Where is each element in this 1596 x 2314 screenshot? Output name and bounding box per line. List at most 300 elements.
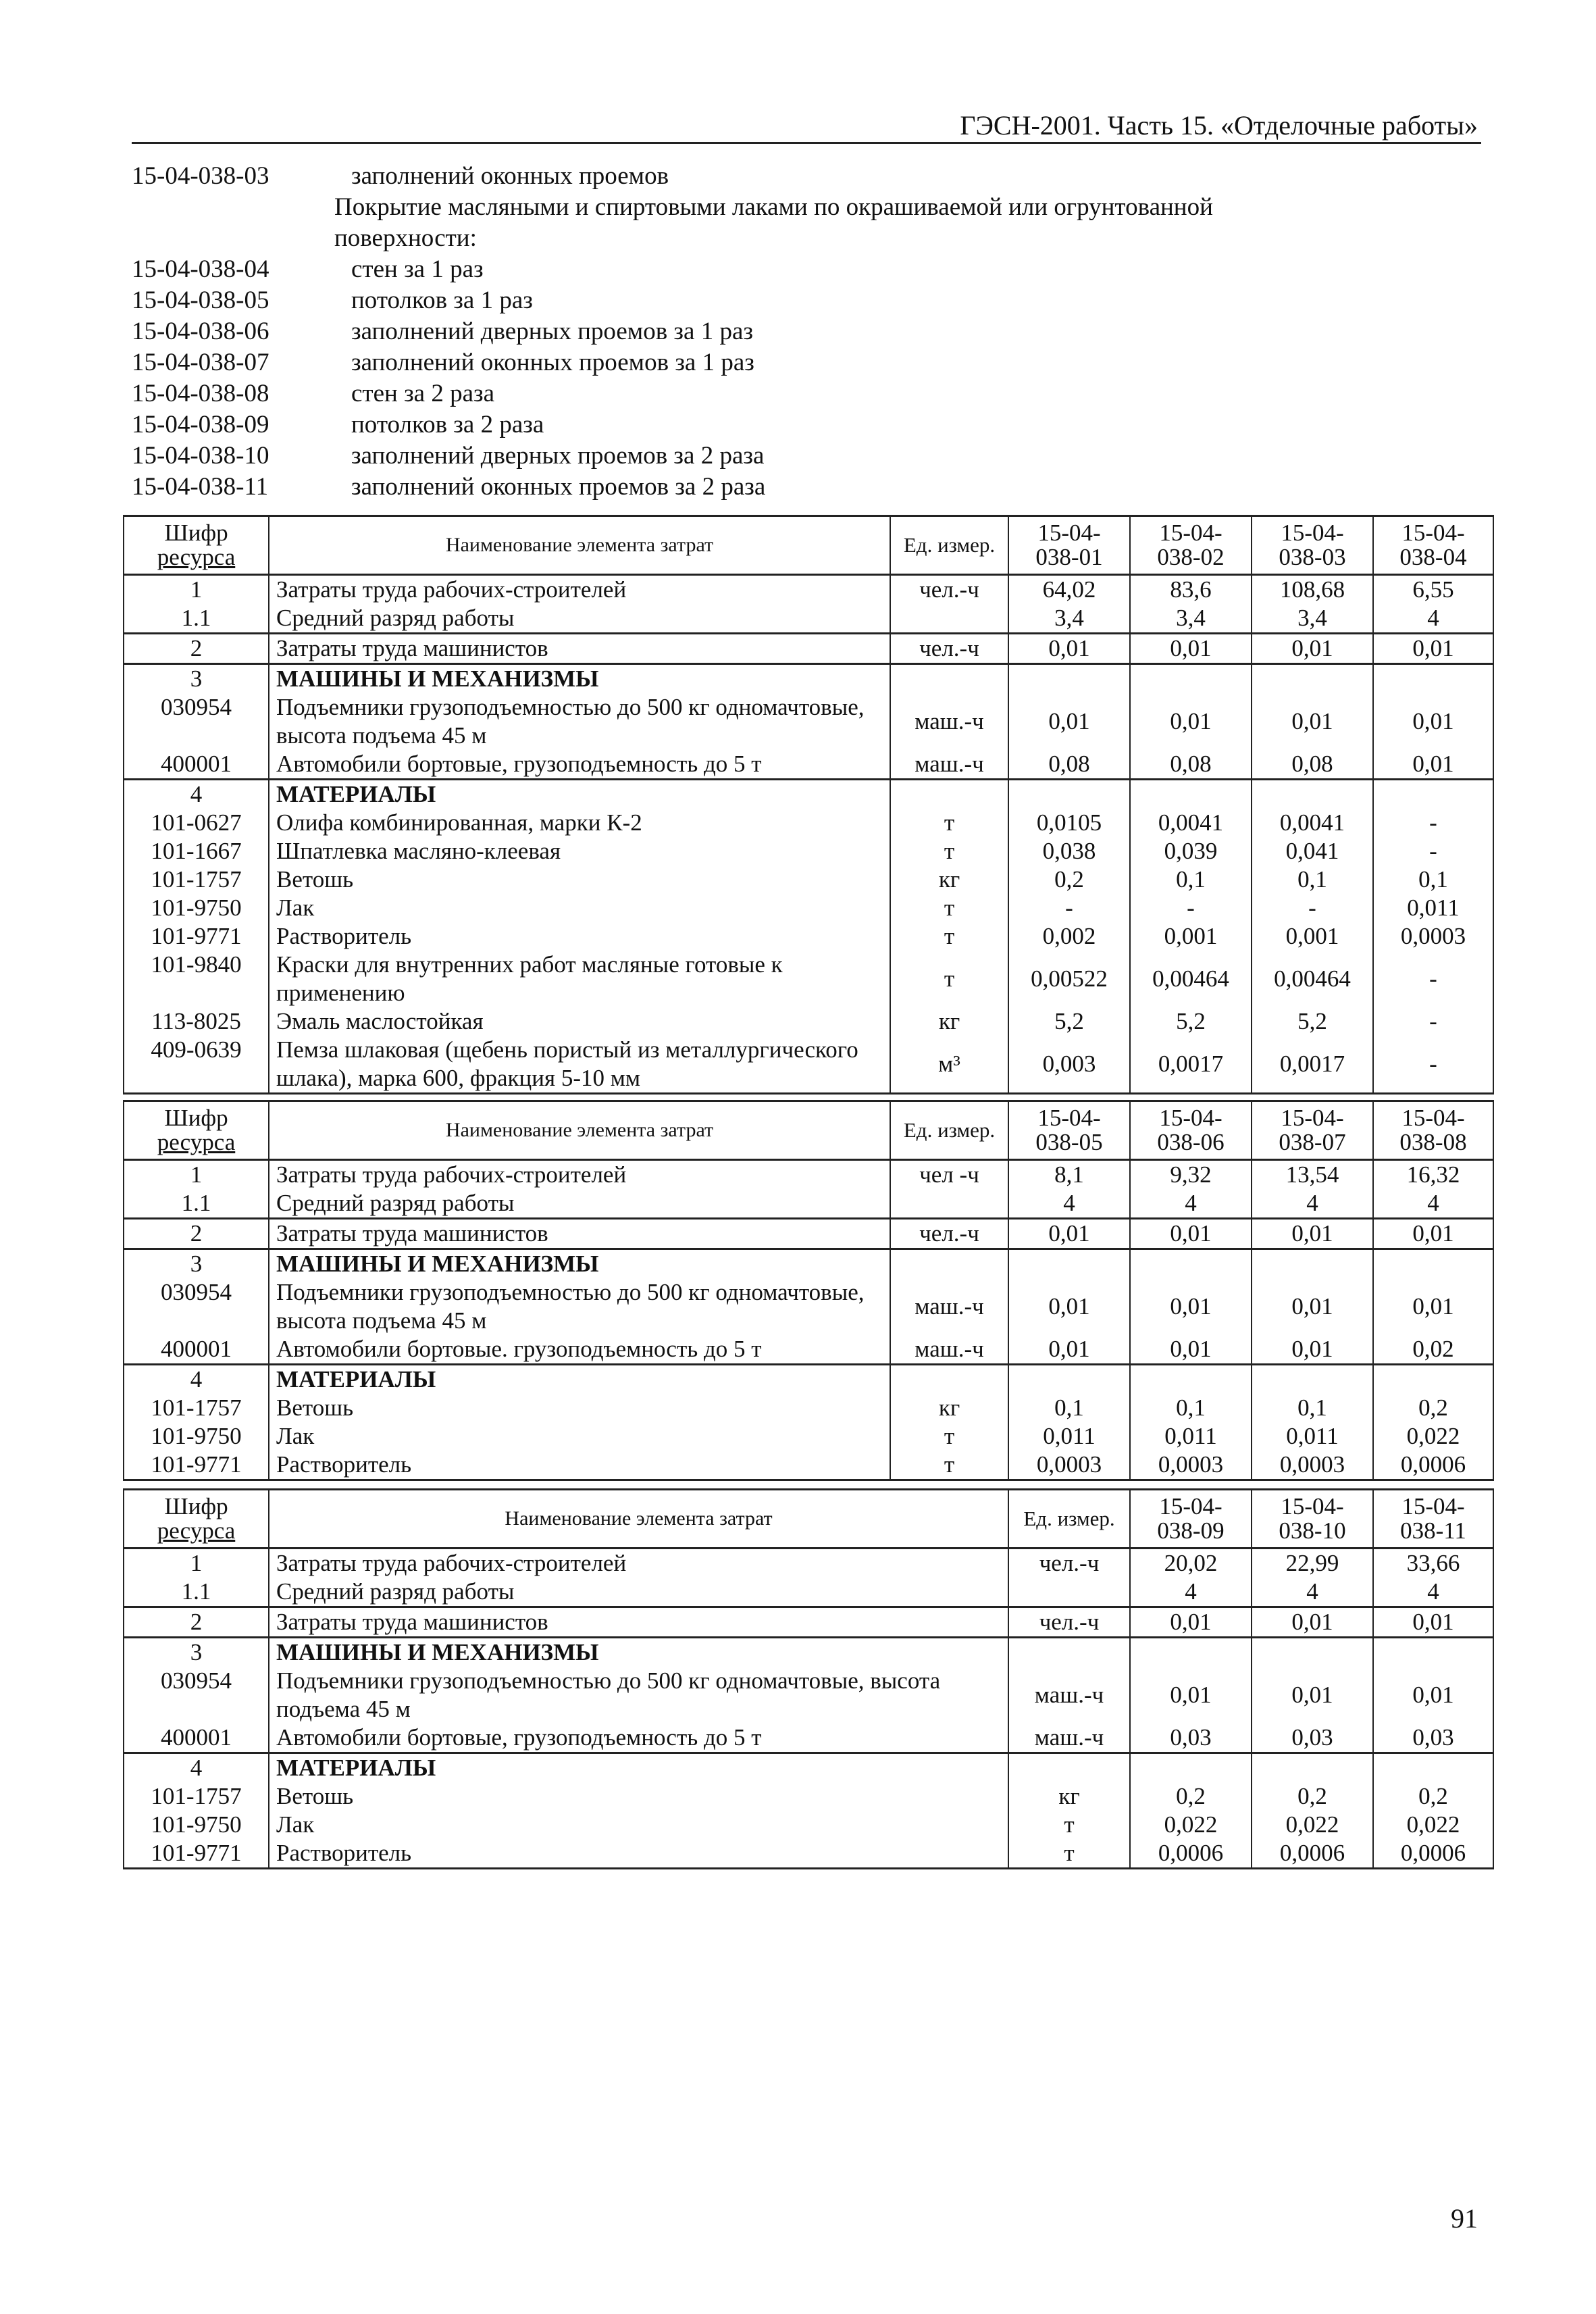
- resource-unit: [890, 1189, 1008, 1219]
- norm-value: 0,0006: [1373, 1839, 1493, 1869]
- resource-code: 3: [124, 1638, 269, 1667]
- table-row: [124, 1007, 1493, 1036]
- header-norm-code: [1252, 1101, 1373, 1160]
- table-row: [124, 1219, 1493, 1249]
- table-header-row: [124, 1101, 1493, 1160]
- norm-value: 0,03: [1252, 1724, 1373, 1753]
- resource-name: Подъемники грузоподъемностью до 500 кг одномачтовые, высота подъема 45 м: [269, 693, 890, 750]
- norm-value: [1008, 1365, 1130, 1394]
- table-row: [124, 1607, 1493, 1638]
- norm-value: [1373, 1753, 1493, 1783]
- norm-value: 0,0041: [1252, 809, 1373, 837]
- resource-code: 400001: [124, 1724, 269, 1753]
- resource-unit: кг: [890, 865, 1008, 894]
- header-norm-line: 038-10: [1279, 1517, 1346, 1544]
- page-number: 91: [1451, 2203, 1478, 2234]
- table-row: [124, 1667, 1493, 1724]
- norm-value: 0,01: [1373, 1219, 1493, 1249]
- header-norm-line: 038-06: [1157, 1129, 1225, 1155]
- norm-value: 0,01: [1252, 1278, 1373, 1335]
- resource-code: 101-9750: [124, 1811, 269, 1839]
- norm-value: 0,01: [1130, 1607, 1252, 1638]
- norm-value: 0,01: [1008, 1335, 1130, 1365]
- table-row: [124, 1394, 1493, 1422]
- table-header-row: [124, 1490, 1493, 1549]
- resource-code: 101-9750: [124, 894, 269, 922]
- norm-value: 0,08: [1130, 750, 1252, 780]
- norm-value: 0,022: [1252, 1811, 1373, 1839]
- header-norm-line: 038-11: [1400, 1517, 1466, 1544]
- norm-value: 0,0003: [1130, 1451, 1252, 1480]
- norm-value: 0,1: [1252, 1394, 1373, 1422]
- norm-value: 0,2: [1130, 1782, 1252, 1811]
- norm-value: 0,01: [1252, 1335, 1373, 1365]
- norm-value: 3,4: [1252, 604, 1373, 634]
- norm-value: 0,0003: [1373, 922, 1493, 951]
- resource-name: Средний разряд работы: [269, 604, 890, 634]
- norm-value: 4: [1130, 1578, 1252, 1607]
- resource-name: Растворитель: [269, 1839, 1008, 1869]
- resource-code: 101-9840: [124, 951, 269, 1007]
- header-code: [124, 1490, 269, 1549]
- resource-table-2: [123, 1100, 1494, 1481]
- norm-value: -: [1373, 837, 1493, 865]
- table-row: [124, 604, 1493, 634]
- table-row: [124, 1365, 1493, 1394]
- table-row: [124, 1422, 1493, 1451]
- norm-value: -: [1130, 894, 1252, 922]
- norm-value: 22,99: [1252, 1549, 1373, 1578]
- intro-item: [132, 316, 1483, 347]
- norm-value: 0,00464: [1252, 951, 1373, 1007]
- header-norm-line: 15-04-: [1159, 1493, 1222, 1519]
- norm-value: -: [1373, 1036, 1493, 1094]
- norm-value: [1130, 1249, 1252, 1279]
- resource-code: 101-9750: [124, 1422, 269, 1451]
- table-row: [124, 865, 1493, 894]
- norm-value: 0,01: [1130, 1667, 1252, 1724]
- header-name: Наименование элемента затрат: [269, 516, 890, 575]
- intro-item: [132, 347, 1483, 378]
- norm-value: 0,0017: [1130, 1036, 1252, 1094]
- header-norm-line: 15-04-: [1159, 1105, 1222, 1131]
- table-row: [124, 1782, 1493, 1811]
- header-norm-code: [1252, 516, 1373, 575]
- resource-code: 1: [124, 575, 269, 605]
- resource-code: 4: [124, 1753, 269, 1783]
- resource-name: Автомобили бортовые, грузоподъемность до 5 т: [269, 750, 890, 780]
- resource-unit: т: [890, 1451, 1008, 1480]
- norm-value: 0,01: [1130, 1278, 1252, 1335]
- table-row: [124, 1451, 1493, 1480]
- table-row: [124, 1839, 1493, 1869]
- norm-value: [1130, 780, 1252, 809]
- resource-unit: маш.-ч: [890, 693, 1008, 750]
- header-norm-code: [1008, 1101, 1130, 1160]
- table-row: [124, 1549, 1493, 1578]
- resource-code: 1.1: [124, 1578, 269, 1607]
- header-norm-code: [1252, 1490, 1373, 1549]
- norm-value: 0,01: [1373, 1607, 1493, 1638]
- resource-unit: [890, 604, 1008, 634]
- norm-value: 20,02: [1130, 1549, 1252, 1578]
- table-row: [124, 1249, 1493, 1279]
- norm-value: 0,0006: [1252, 1839, 1373, 1869]
- resource-name: Растворитель: [269, 922, 890, 951]
- resource-name: Краски для внутренних работ масляные готовые к применению: [269, 951, 890, 1007]
- intro-text: заполнений оконных проемов за 1 раз: [351, 349, 754, 376]
- norm-value: [1252, 1638, 1373, 1667]
- norm-value: 6,55: [1373, 575, 1493, 605]
- intro-code: 15-04-038-08: [132, 380, 269, 407]
- norm-value: 0,08: [1008, 750, 1130, 780]
- norm-value: 0,011: [1373, 894, 1493, 922]
- header-code-line: Шифр: [164, 1493, 228, 1519]
- header-norm-line: 038-02: [1157, 544, 1225, 570]
- table-row: [124, 1811, 1493, 1839]
- intro-heading-line: Покрытие масляными и спиртовыми лаками по окрашиваемой или огрунтованной: [334, 193, 1213, 221]
- norm-value: -: [1008, 894, 1130, 922]
- norm-value: 64,02: [1008, 575, 1130, 605]
- resource-code: 101-9771: [124, 1839, 269, 1869]
- table-row: [124, 951, 1493, 1007]
- intro-code: 15-04-038-07: [132, 349, 269, 376]
- table-row: [124, 922, 1493, 951]
- norm-value: 0,01: [1008, 634, 1130, 664]
- norm-value: [1373, 664, 1493, 694]
- norm-value: 0,002: [1008, 922, 1130, 951]
- resource-code: 030954: [124, 1278, 269, 1335]
- resource-unit: маш.-ч: [890, 1278, 1008, 1335]
- table-header-row: [124, 516, 1493, 575]
- norm-value: 4: [1373, 604, 1493, 634]
- resource-unit: маш.-ч: [1008, 1724, 1130, 1753]
- resource-name: Ветошь: [269, 865, 890, 894]
- header-norm-line: 038-05: [1035, 1129, 1103, 1155]
- header-norm-line: 038-08: [1399, 1129, 1467, 1155]
- norm-value: [1252, 1753, 1373, 1783]
- resource-code: 101-9771: [124, 1451, 269, 1480]
- resource-code: 1.1: [124, 604, 269, 634]
- resource-name: Средний разряд работы: [269, 1578, 1008, 1607]
- header-norm-line: 15-04-: [1281, 1493, 1344, 1519]
- norm-value: 9,32: [1130, 1160, 1252, 1190]
- norm-value: 3,4: [1130, 604, 1252, 634]
- norm-value: -: [1373, 809, 1493, 837]
- resource-name: Затраты труда рабочих-строителей: [269, 1549, 1008, 1578]
- norm-value: 0,01: [1252, 634, 1373, 664]
- resource-name: Растворитель: [269, 1451, 890, 1480]
- norm-value: 0,0006: [1373, 1451, 1493, 1480]
- intro-item: [132, 409, 1483, 441]
- norm-value: 0,02: [1373, 1335, 1493, 1365]
- resource-code: 101-0627: [124, 809, 269, 837]
- norm-value: [1373, 780, 1493, 809]
- resource-code: 4: [124, 780, 269, 809]
- resource-unit: [890, 1365, 1008, 1394]
- norm-value: 0,041: [1252, 837, 1373, 865]
- norm-value: [1008, 664, 1130, 694]
- norm-value: 0,2: [1252, 1782, 1373, 1811]
- page-header-title: ГЭСН-2001. Часть 15. «Отделочные работы»: [960, 110, 1478, 141]
- resource-name: Затраты труда машинистов: [269, 1219, 890, 1249]
- norm-value: 0,2: [1373, 1394, 1493, 1422]
- resource-unit: [1008, 1578, 1130, 1607]
- resource-name: Лак: [269, 1422, 890, 1451]
- norm-value: 0,01: [1008, 1219, 1130, 1249]
- resource-name: МАТЕРИАЛЫ: [269, 1365, 890, 1394]
- resource-code: 1: [124, 1160, 269, 1190]
- table-row: [124, 1753, 1493, 1783]
- header-norm-line: 15-04-: [1281, 1105, 1344, 1131]
- header-code: [124, 1101, 269, 1160]
- norm-value: 0,0003: [1252, 1451, 1373, 1480]
- norm-value: 0,001: [1130, 922, 1252, 951]
- intro-text: стен за 2 раза: [351, 380, 495, 407]
- intro-heading-line: поверхности:: [334, 224, 477, 252]
- resource-unit: кг: [890, 1394, 1008, 1422]
- intro-code: 15-04-038-03: [132, 162, 269, 190]
- intro-text: стен за 1 раз: [351, 255, 484, 283]
- resource-code: 113-8025: [124, 1007, 269, 1036]
- norm-value: 0,011: [1252, 1422, 1373, 1451]
- intro-code: 15-04-038-11: [132, 473, 269, 501]
- resource-table-1: [123, 515, 1494, 1095]
- intro-item: [132, 161, 1483, 192]
- resource-name: МАШИНЫ И МЕХАНИЗМЫ: [269, 1638, 1008, 1667]
- norm-value: 0,0017: [1252, 1036, 1373, 1094]
- resource-code: 1: [124, 1549, 269, 1578]
- norm-value: 0,1: [1008, 1394, 1130, 1422]
- intro-code: 15-04-038-05: [132, 286, 269, 314]
- table-row: [124, 750, 1493, 780]
- resource-unit: т: [890, 951, 1008, 1007]
- header-divider: [132, 142, 1481, 144]
- norm-value: 5,2: [1252, 1007, 1373, 1036]
- intro-text: заполнений дверных проемов за 1 раз: [351, 318, 753, 345]
- header-unit: Ед. измер.: [890, 516, 1008, 575]
- norm-value: 0,1: [1130, 865, 1252, 894]
- header-norm-code: [1130, 1490, 1252, 1549]
- norm-value: 0,01: [1252, 693, 1373, 750]
- intro-code: 15-04-038-04: [132, 255, 269, 283]
- header-code-line: Шифр: [164, 520, 228, 546]
- resource-name: Средний разряд работы: [269, 1189, 890, 1219]
- norm-value: 16,32: [1373, 1160, 1493, 1190]
- norm-value: 0,0041: [1130, 809, 1252, 837]
- norm-value: 0,01: [1130, 1219, 1252, 1249]
- norm-value: [1130, 664, 1252, 694]
- header-code-line: ресурса: [157, 1129, 236, 1155]
- norm-value: 4: [1252, 1578, 1373, 1607]
- resource-name: Подъемники грузоподъемностью до 500 кг одномачтовые, высота подъема 45 м: [269, 1667, 1008, 1724]
- resource-code: 2: [124, 1607, 269, 1638]
- table-row: [124, 1335, 1493, 1365]
- intro-item: [132, 378, 1483, 409]
- resource-code: 3: [124, 1249, 269, 1279]
- table-row: [124, 634, 1493, 664]
- header-norm-line: 038-01: [1035, 544, 1103, 570]
- header-norm-line: 15-04-: [1401, 1493, 1465, 1519]
- norm-value: 0,0003: [1008, 1451, 1130, 1480]
- resource-unit: [890, 780, 1008, 809]
- resource-code: 4: [124, 1365, 269, 1394]
- resource-name: Пемза шлаковая (щебень пористый из металлургического шлака), марка 600, фракция 5-10 мм: [269, 1036, 890, 1094]
- norm-value: 4: [1373, 1578, 1493, 1607]
- norm-value: 4: [1008, 1189, 1130, 1219]
- resource-unit: т: [890, 922, 1008, 951]
- resource-unit: т: [890, 809, 1008, 837]
- norm-value: 0,038: [1008, 837, 1130, 865]
- intro-code: 15-04-038-10: [132, 442, 269, 470]
- header-norm-code: [1008, 516, 1130, 575]
- resource-name: Лак: [269, 1811, 1008, 1839]
- norm-value: 0,01: [1252, 1607, 1373, 1638]
- norm-value: 0,01: [1130, 693, 1252, 750]
- norm-value: 0,00464: [1130, 951, 1252, 1007]
- resource-name: Ветошь: [269, 1394, 890, 1422]
- header-unit: Ед. измер.: [1008, 1490, 1130, 1549]
- resource-name: Ветошь: [269, 1782, 1008, 1811]
- norm-value: 0,00522: [1008, 951, 1130, 1007]
- norm-value: 5,2: [1008, 1007, 1130, 1036]
- norm-value: 0,011: [1008, 1422, 1130, 1451]
- norm-value: 0,01: [1373, 750, 1493, 780]
- norm-value: 0,039: [1130, 837, 1252, 865]
- intro-item: [132, 285, 1483, 316]
- header-norm-code: [1373, 1101, 1493, 1160]
- header-norm-line: 15-04-: [1281, 520, 1344, 546]
- resource-code: 101-1757: [124, 1782, 269, 1811]
- intro-heading: [334, 192, 1483, 254]
- resource-table-3: [123, 1488, 1494, 1869]
- norm-value: 0,03: [1373, 1724, 1493, 1753]
- resource-name: Затраты труда машинистов: [269, 634, 890, 664]
- resource-unit: м³: [890, 1036, 1008, 1094]
- norm-value: 0,01: [1008, 693, 1130, 750]
- norm-value: 4: [1373, 1189, 1493, 1219]
- resource-code: 101-1757: [124, 865, 269, 894]
- resource-unit: маш.-ч: [890, 750, 1008, 780]
- resource-name: Эмаль маслостойкая: [269, 1007, 890, 1036]
- norm-value: 0,08: [1252, 750, 1373, 780]
- header-norm-line: 15-04-: [1159, 520, 1222, 546]
- resource-name: Подъемники грузоподъемностью до 500 кг одномачтовые, высота подъема 45 м: [269, 1278, 890, 1335]
- table-row: [124, 1724, 1493, 1753]
- resource-name: Затраты труда рабочих-строителей: [269, 1160, 890, 1190]
- norm-value: 0,1: [1130, 1394, 1252, 1422]
- table-row: [124, 780, 1493, 809]
- resource-unit: т: [890, 1422, 1008, 1451]
- norm-value: 0,01: [1252, 1219, 1373, 1249]
- resource-code: 409-0639: [124, 1036, 269, 1094]
- resource-unit: т: [890, 894, 1008, 922]
- resource-code: 2: [124, 1219, 269, 1249]
- resource-name: Олифа комбинированная, марки К-2: [269, 809, 890, 837]
- header-norm-line: 15-04-: [1401, 1105, 1465, 1131]
- resource-unit: кг: [890, 1007, 1008, 1036]
- resource-unit: т: [890, 837, 1008, 865]
- norm-value: 0,011: [1130, 1422, 1252, 1451]
- intro-text: заполнений дверных проемов за 2 раза: [351, 442, 765, 470]
- resource-code: 030954: [124, 1667, 269, 1724]
- header-norm-code: [1130, 516, 1252, 575]
- norm-value: [1373, 1365, 1493, 1394]
- norm-value: 108,68: [1252, 575, 1373, 605]
- norm-value: 33,66: [1373, 1549, 1493, 1578]
- resource-name: МАТЕРИАЛЫ: [269, 1753, 1008, 1783]
- resource-unit: чел.-ч: [890, 575, 1008, 605]
- norm-value: [1008, 780, 1130, 809]
- norm-value: 3,4: [1008, 604, 1130, 634]
- resource-name: МАТЕРИАЛЫ: [269, 780, 890, 809]
- table-row: [124, 809, 1493, 837]
- table-row: [124, 1638, 1493, 1667]
- norm-value: 0,1: [1252, 865, 1373, 894]
- norm-value: [1373, 1249, 1493, 1279]
- norm-value: [1130, 1365, 1252, 1394]
- resource-code: 3: [124, 664, 269, 694]
- resource-code: 030954: [124, 693, 269, 750]
- norm-value: 0,2: [1373, 1782, 1493, 1811]
- norm-value: 0,003: [1008, 1036, 1130, 1094]
- resource-code: 400001: [124, 1335, 269, 1365]
- norm-value: 4: [1252, 1189, 1373, 1219]
- resource-unit: маш.-ч: [890, 1335, 1008, 1365]
- norm-value: 0,0105: [1008, 809, 1130, 837]
- header-norm-line: 038-09: [1157, 1517, 1225, 1544]
- resource-unit: [1008, 1753, 1130, 1783]
- norm-value: 0,01: [1373, 693, 1493, 750]
- norm-value: [1252, 664, 1373, 694]
- table-row: [124, 693, 1493, 750]
- intro-item: [132, 472, 1483, 503]
- resource-code: 101-9771: [124, 922, 269, 951]
- resource-name: Шпатлевка масляно-клеевая: [269, 837, 890, 865]
- header-norm-line: 038-07: [1279, 1129, 1346, 1155]
- resource-unit: [890, 664, 1008, 694]
- norm-value: 0,01: [1130, 634, 1252, 664]
- norm-value: 0,001: [1252, 922, 1373, 951]
- header-unit: Ед. измер.: [890, 1101, 1008, 1160]
- intro-text: потолков за 2 раза: [351, 411, 544, 438]
- intro-code: 15-04-038-06: [132, 318, 269, 345]
- norm-value: [1130, 1753, 1252, 1783]
- header-code-line: ресурса: [157, 544, 236, 570]
- resource-name: Автомобили бортовые, грузоподъемность до 5 т: [269, 1724, 1008, 1753]
- header-norm-code: [1373, 516, 1493, 575]
- resource-code: 101-1667: [124, 837, 269, 865]
- norm-value: 0,01: [1373, 1278, 1493, 1335]
- table-row: [124, 1189, 1493, 1219]
- resource-unit: чел.-ч: [1008, 1607, 1130, 1638]
- resource-name: Автомобили бортовые. грузоподъемность до 5 т: [269, 1335, 890, 1365]
- intro-item: [132, 441, 1483, 472]
- norm-value: 0,2: [1008, 865, 1130, 894]
- norm-value: [1252, 1365, 1373, 1394]
- norm-value: -: [1373, 1007, 1493, 1036]
- norm-value: [1373, 1638, 1493, 1667]
- norm-value: 0,01: [1373, 1667, 1493, 1724]
- resource-unit: чел.-ч: [890, 634, 1008, 664]
- norm-value: 0,022: [1130, 1811, 1252, 1839]
- header-code: [124, 516, 269, 575]
- table-row: [124, 894, 1493, 922]
- norm-value: -: [1373, 951, 1493, 1007]
- norm-value: 0,01: [1008, 1278, 1130, 1335]
- norm-value: 0,03: [1130, 1724, 1252, 1753]
- header-code-line: Шифр: [164, 1105, 228, 1131]
